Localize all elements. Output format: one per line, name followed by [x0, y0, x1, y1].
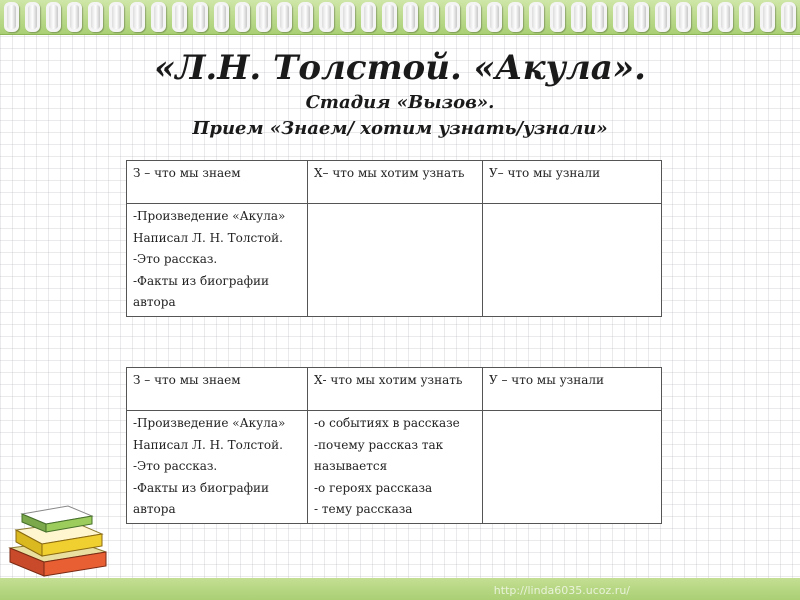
table-row [127, 204, 662, 317]
spiral-ring [172, 2, 187, 32]
spiral-ring [508, 2, 523, 32]
list-item: -Произведение «Акула» [133, 416, 286, 430]
stage-subtitle: Стадия «Вызов». [305, 92, 495, 113]
learned-cell [483, 204, 662, 317]
spiral-ring [88, 2, 103, 32]
list-item: -Это рассказ. [133, 252, 218, 266]
spiral-ring [676, 2, 691, 32]
know-cell [127, 411, 308, 524]
spiral-rings [4, 2, 800, 32]
list-item: -почему рассказ так называется [314, 437, 444, 473]
spiral-ring [4, 2, 19, 32]
know-cell [127, 204, 308, 317]
list-item: - тему рассказа [314, 502, 413, 516]
list-item: Написал Л. Н. Толстой. [133, 437, 283, 452]
want-cell [308, 204, 483, 317]
spiral-ring [214, 2, 229, 32]
spiral-ring [130, 2, 145, 32]
spiral-ring [739, 2, 754, 32]
want-cell [308, 411, 483, 524]
spiral-ring [298, 2, 313, 32]
list-item: -Произведение «Акула» [133, 209, 286, 223]
spiral-ring [193, 2, 208, 32]
spiral-ring [361, 2, 376, 32]
spiral-ring [571, 2, 586, 32]
spiral-ring [424, 2, 439, 32]
list-item: -о героях рассказа [314, 480, 433, 495]
spiral-ring [592, 2, 607, 32]
spiral-ring [277, 2, 292, 32]
spiral-ring [25, 2, 40, 32]
spiral-ring [781, 2, 796, 32]
page-title: «Л.Н. Толстой. «Акула». [154, 48, 646, 88]
header-want: Х- что мы хотим узнать [308, 368, 483, 411]
spiral-ring [445, 2, 460, 32]
table-header-row [127, 368, 662, 411]
spiral-ring [529, 2, 544, 32]
list-item: -Это рассказ. [133, 459, 218, 473]
spiral-ring [403, 2, 418, 32]
watermark: http://linda6035.ucoz.ru/ [493, 584, 630, 597]
spiral-ring [46, 2, 61, 32]
header-want: Х– что мы хотим узнать [308, 161, 483, 204]
spiral-ring [382, 2, 397, 32]
header-know: З – что мы знаем [127, 368, 308, 411]
learned-cell [483, 411, 662, 524]
spiral-ring [760, 2, 775, 32]
spiral-ring [340, 2, 355, 32]
table-header-row [127, 161, 662, 204]
table-row [127, 411, 662, 524]
spiral-ring [67, 2, 82, 32]
spiral-ring [697, 2, 712, 32]
header-learned: У – что мы узнали [483, 368, 662, 411]
spiral-ring [109, 2, 124, 32]
spiral-ring [319, 2, 334, 32]
list-item: -о событиях в рассказе [314, 416, 460, 430]
spiral-ring [256, 2, 271, 32]
spiral-ring [655, 2, 670, 32]
list-item: Написал Л. Н. Толстой. [133, 230, 283, 245]
spiral-ring [613, 2, 628, 32]
list-item: -Факты из биографии автора [133, 480, 269, 516]
header-know: З – что мы знаем [127, 161, 308, 204]
spiral-ring [151, 2, 166, 32]
kwl-table-1 [126, 160, 662, 317]
method-subtitle: Прием «Знаем/ хотим узнать/узнали» [192, 118, 608, 139]
books-icon [2, 500, 112, 580]
spiral-ring [550, 2, 565, 32]
spiral-ring [634, 2, 649, 32]
kwl-table-2 [126, 367, 662, 524]
header-learned: У– что мы узнали [483, 161, 662, 204]
spiral-ring [466, 2, 481, 32]
spiral-ring [487, 2, 502, 32]
spiral-ring [235, 2, 250, 32]
top-spiral-band [0, 0, 800, 35]
bottom-band [0, 578, 800, 600]
spiral-ring [718, 2, 733, 32]
list-item: -Факты из биографии автора [133, 273, 269, 309]
